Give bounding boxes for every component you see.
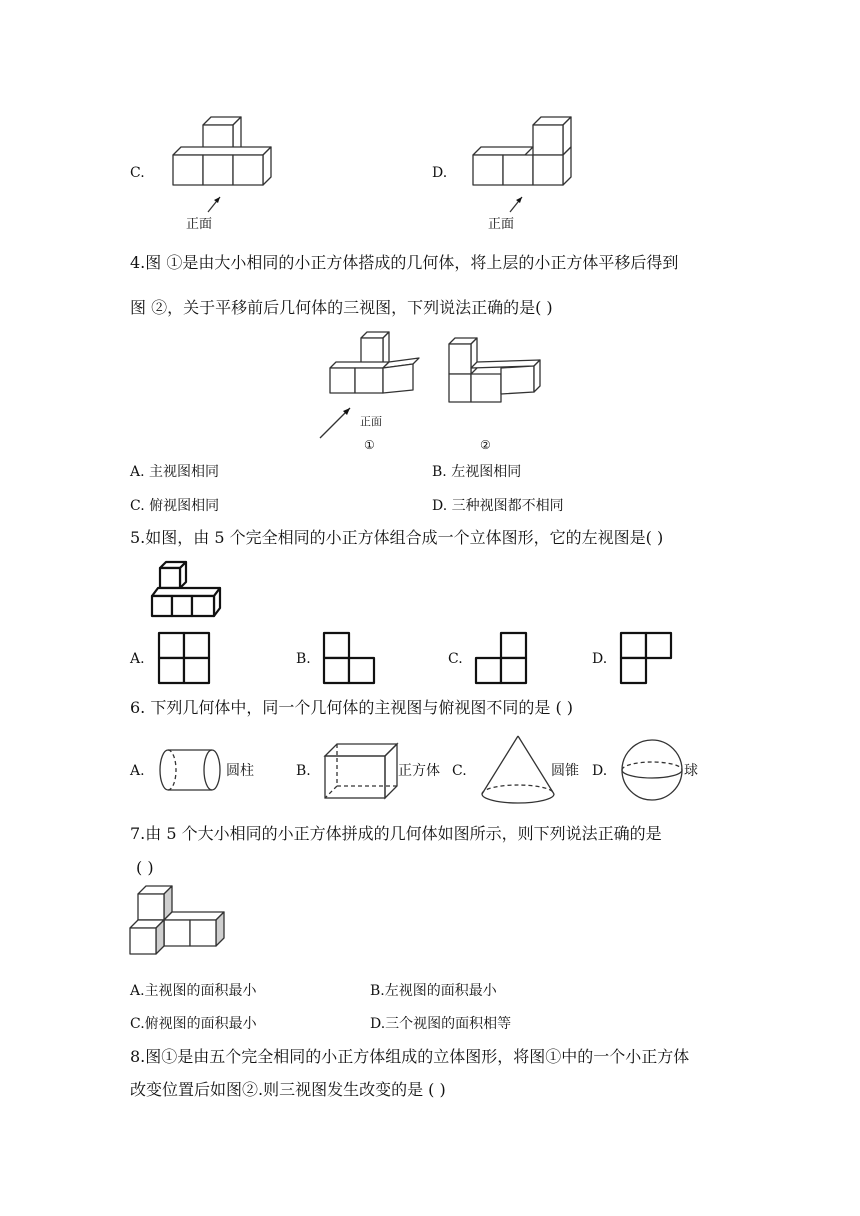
q3-d-front-label: 正面 <box>488 217 515 232</box>
q4-option-a: A. 主视图相同 <box>130 464 220 480</box>
q6-cube-figure <box>322 740 402 802</box>
q5-option-c-label: C. <box>448 651 463 667</box>
q5-option-d-figure <box>620 632 674 686</box>
q4-fig1-label: ① <box>364 438 375 452</box>
q4-figure-1 <box>316 330 426 460</box>
q7-solid-figure <box>128 884 228 974</box>
q3-c-front-label: 正面 <box>186 217 213 232</box>
q6-cylinder-figure <box>156 746 226 796</box>
q6-option-a-letter: A. <box>130 763 145 779</box>
q4-front-label: 正面 <box>360 415 382 428</box>
q7-option-b: B.左视图的面积最小 <box>370 983 497 999</box>
q8-stem-line2: 改变位置后如图②.则三视图发生改变的是 ( ) <box>130 1080 446 1099</box>
q6-cone-figure <box>478 734 558 806</box>
q5-option-b-figure <box>323 632 377 686</box>
q4-stem-line2: 图 ②，关于平移前后几何体的三视图，下列说法正确的是( ) <box>130 298 553 317</box>
q5-option-b-label: B. <box>296 651 311 667</box>
q7-option-c: C.俯视图的面积最小 <box>130 1016 257 1032</box>
q3-option-c-figure <box>168 115 280 235</box>
q4-fig2-label: ② <box>480 438 491 452</box>
q6-option-b-letter: B. <box>296 763 311 779</box>
q5-option-a-label: A. <box>130 651 145 667</box>
q5-option-c-figure <box>475 632 529 686</box>
q7-option-a: A.主视图的面积最小 <box>130 983 257 999</box>
q6-option-b-name: 正方体 <box>398 763 440 779</box>
q4-option-c: C. 俯视图相同 <box>130 498 220 514</box>
q6-option-d-letter: D. <box>592 763 608 779</box>
q7-stem: 7.由 5 个大小相同的小正方体拼成的几何体如图所示，则下列说法正确的是 <box>130 824 662 843</box>
q6-option-c-letter: C. <box>452 763 467 779</box>
q7-option-d: D.三个视图的面积相等 <box>370 1016 512 1032</box>
q3-option-d-label: D. <box>432 165 448 181</box>
q4-stem-line1: 4.图 ①是由大小相同的小正方体搭成的几何体，将上层的小正方体平移后得到 <box>130 253 679 272</box>
q6-option-c-name: 圆锥 <box>551 763 579 779</box>
q6-stem: 6. 下列几何体中，同一个几何体的主视图与俯视图不同的是 ( ) <box>130 698 574 717</box>
q5-solid-figure <box>148 556 228 626</box>
q4-option-b: B. 左视图相同 <box>432 464 522 480</box>
q5-stem: 5.如图，由 5 个完全相同的小正方体组合成一个立体图形，它的左视图是( ) <box>130 528 664 547</box>
q3-option-c-label: C. <box>130 165 145 181</box>
q4-option-d: D. 三种视图都不相同 <box>432 498 564 514</box>
q6-option-d-name: 球 <box>684 763 698 779</box>
q3-option-d-figure <box>468 115 580 235</box>
q4-figure-2 <box>442 330 552 460</box>
q5-option-a-figure <box>158 632 212 686</box>
q8-stem-line1: 8.图①是由五个完全相同的小正方体组成的立体图形，将图①中的一个小正方体 <box>130 1047 690 1066</box>
q6-option-a-name: 圆柱 <box>226 763 254 779</box>
q7-paren: ( ) <box>136 858 154 877</box>
q6-sphere-figure <box>618 738 688 804</box>
q5-option-d-label: D. <box>592 651 608 667</box>
